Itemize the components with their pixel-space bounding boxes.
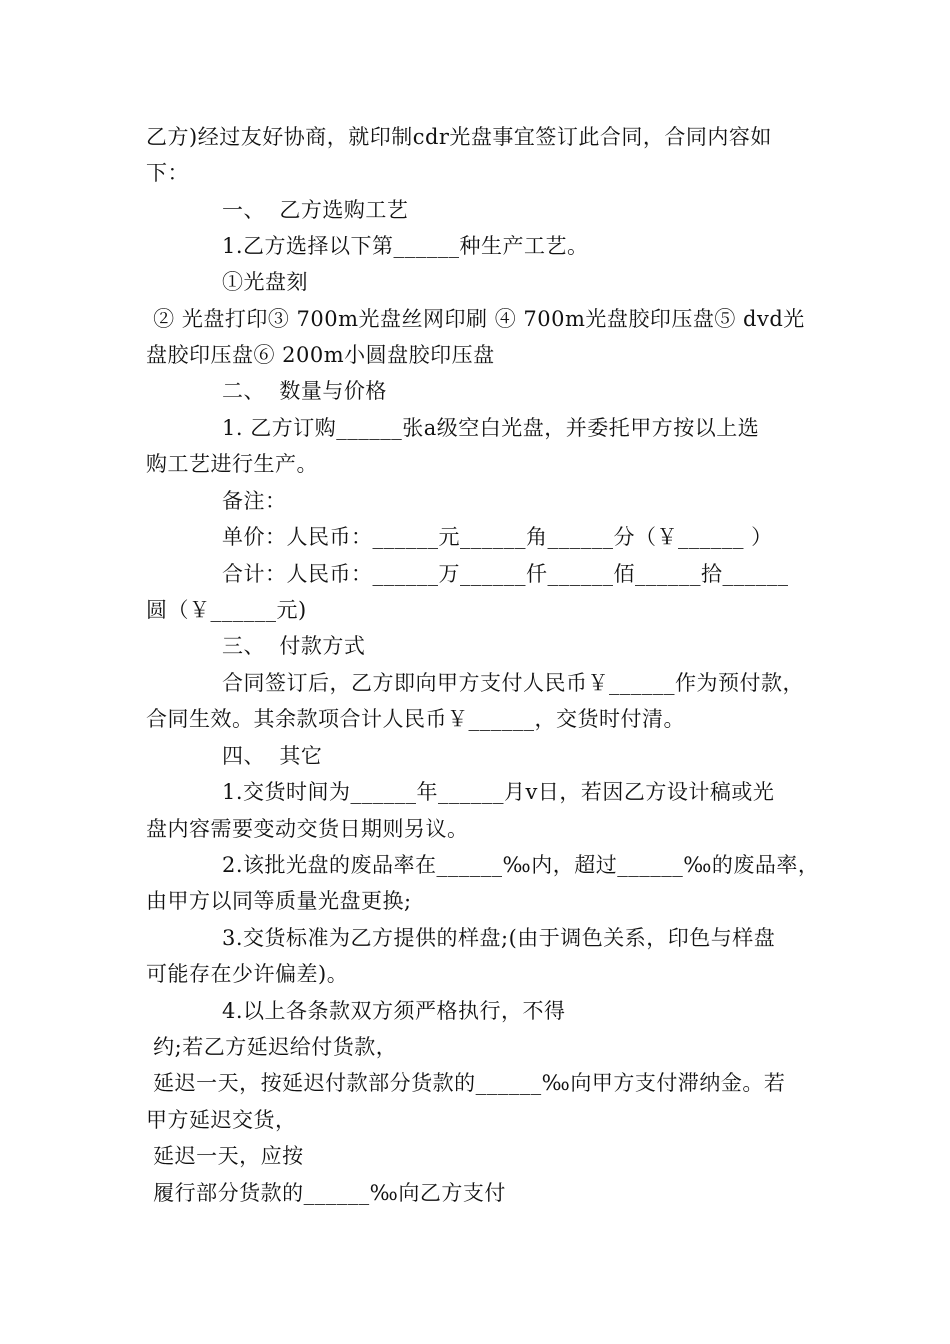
contract-text-line: 备注： [222, 489, 287, 513]
section-heading-3: 三、 付款方式 [222, 634, 366, 658]
contract-text-line: 甲方延迟交货， [146, 1108, 297, 1132]
contract-text-line: 合同签订后，乙方即向甲方支付人民币￥______作为预付款， [222, 671, 804, 695]
contract-text-line: 购工艺进行生产。 [146, 452, 318, 476]
contract-text-line: 乙方)经过友好协商，就印制cdr光盘事宜签订此合同，合同内容如 [146, 125, 772, 149]
section-heading-2: 二、 数量与价格 [222, 379, 387, 403]
contract-text-line: 1. 乙方订购______张a级空白光盘，并委托甲方按以上选 [222, 416, 760, 440]
contract-text-line: 履行部分货款的______‰向乙方支付 [146, 1181, 506, 1205]
contract-text-line: 1.交货时间为______年______月v日，若因乙方设计稿或光 [222, 780, 775, 804]
total-price-line: 合计：人民币：______万______仟______佰______拾______ [222, 562, 789, 586]
contract-text-line: 可能存在少许偏差)。 [146, 962, 349, 986]
contract-text-line: 2.该批光盘的废品率在______‰内，超过______‰的废品率， [222, 853, 820, 877]
contract-text-line: 下： [146, 161, 189, 185]
contract-text-line: 延迟一天，按延迟付款部分货款的______‰向甲方支付滞纳金。若 [146, 1071, 786, 1095]
contract-text-line: ② 光盘打印③ 700m光盘丝网印刷 ④ 700m光盘胶印压盘⑤ dvd光 [146, 307, 805, 331]
contract-text-line: 盘内容需要变动交货日期则另议。 [146, 817, 469, 841]
contract-text-line: 3.交货标准为乙方提供的样盘;(由于调色关系，印色与样盘 [222, 926, 776, 950]
contract-text-line: 约;若乙方延迟给付货款， [146, 1035, 398, 1059]
contract-text-line: 1.乙方选择以下第______种生产工艺。 [222, 234, 589, 258]
contract-text-line: 由甲方以同等质量光盘更换; [146, 889, 412, 913]
contract-text-line: 合同生效。其余款项合计人民币￥______，交货时付清。 [146, 707, 685, 731]
unit-price-line: 单价：人民币：______元______角______分（￥______ ） [222, 525, 773, 549]
contract-text-line: 盘胶印压盘⑥ 200m小圆盘胶印压盘 [146, 343, 495, 367]
contract-text-line: 延迟一天，应按 [146, 1144, 304, 1168]
section-heading-4: 四、 其它 [222, 744, 323, 768]
contract-text-line: ①光盘刻 [222, 270, 308, 294]
contract-text-line: 圆（￥______元) [146, 598, 307, 622]
section-heading-1: 一、 乙方选购工艺 [222, 198, 409, 222]
contract-text-line: 4.以上各条款双方须严格执行，不得 [222, 999, 566, 1023]
